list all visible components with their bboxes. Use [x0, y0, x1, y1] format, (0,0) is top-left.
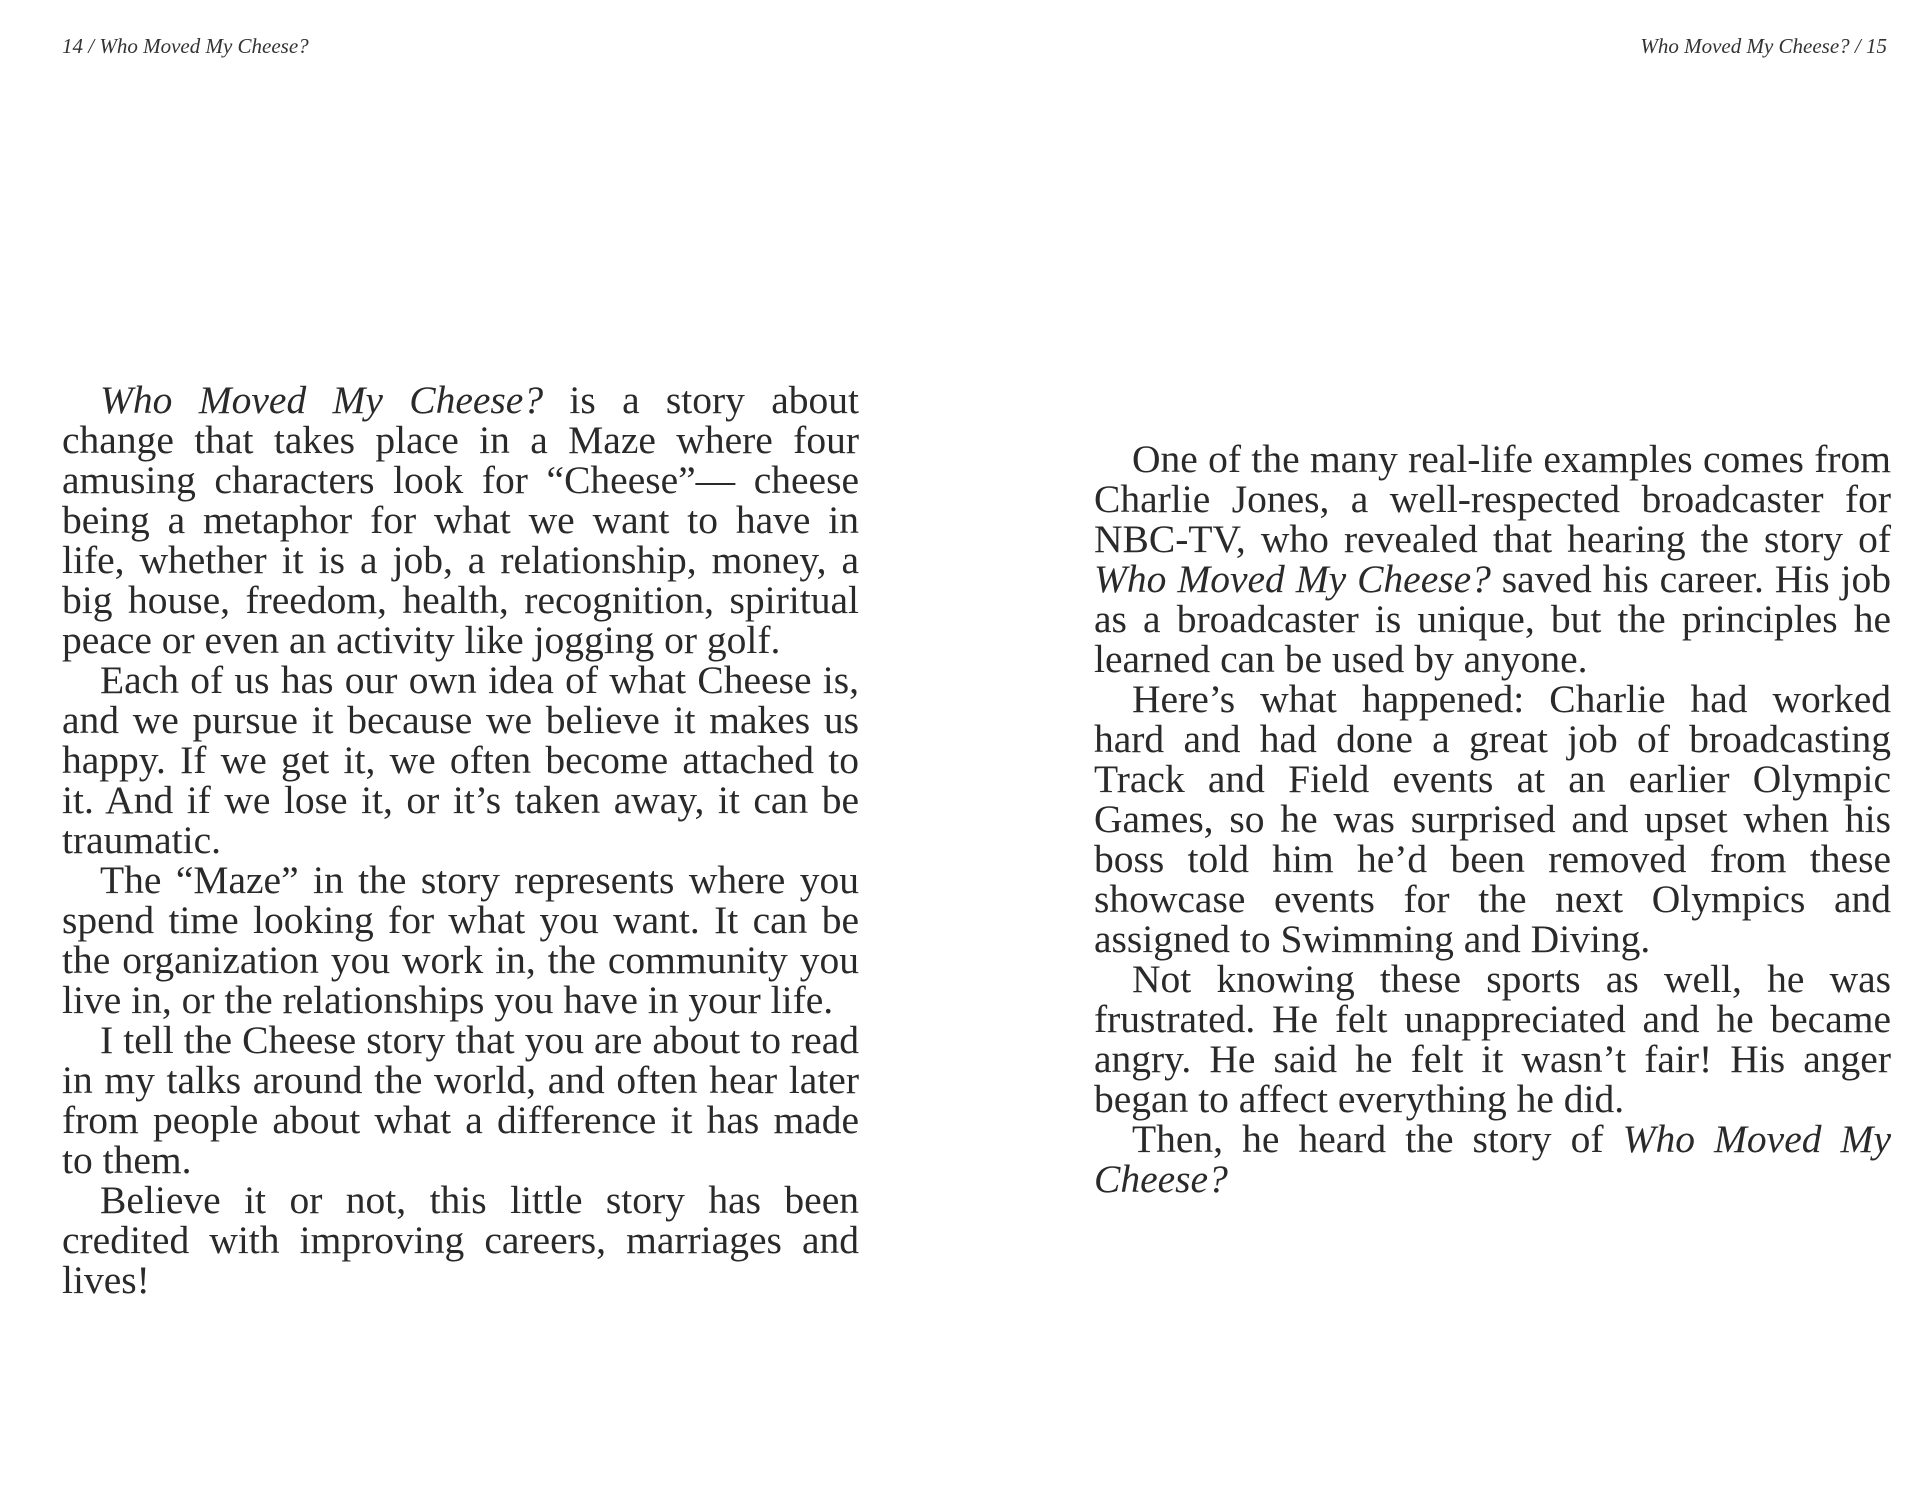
right-paragraph-4 — [1094, 1119, 1891, 1199]
right-paragraph-3: Not knowing these sports as well, he was frustrated. He felt unappreciated and he became angry. He said he felt it wasn’t fair! His anger began to affect everything he did. — [1094, 957, 1891, 1121]
right-paragraph-1-end: saved his career. His job as a broadcaster is unique, but the principles he learned can be used by anyone. — [1094, 557, 1891, 681]
right-paragraph-4-start: Then, he heard the story of — [1132, 1117, 1623, 1161]
right-body-text — [1094, 439, 1891, 1199]
book-title-reference: Who Moved My Cheese? — [1094, 557, 1491, 601]
book-title-reference: Who Moved My Cheese? — [1094, 1117, 1891, 1201]
left-paragraph-1-text: is a story about change that takes place in a Maze where four amusing characters look for “Cheese”— cheese being a metaphor for what we want to have in life, whether it is a job, a relationship, money, a big house, freedom, health, recognition, spiritual peace or even an activity like jogging or golf. — [62, 378, 860, 662]
right-page — [964, 0, 1929, 1492]
left-page — [0, 0, 964, 1492]
left-body-text — [62, 380, 859, 1300]
right-paragraph-2: Here’s what happened: Charlie had worked hard and had done a great job of broadcasting Track and Field events at an earlier Olympic Games, so he was surprised and upset when his boss told him he’d been removed from these showcase events for the next Olympics and assigned to Swimming and Diving. — [1094, 677, 1891, 961]
right-paragraph-1 — [1094, 439, 1891, 679]
left-paragraph-4: I tell the Cheese story that you are about to read in my talks around the world, and often hear later from people about what a difference it has made to them. — [62, 1018, 859, 1182]
left-running-head: 14 / Who Moved My Cheese? — [62, 34, 309, 58]
left-paragraph-3: The “Maze” in the story represents where you spend time looking for what you want. It can be the organization you work in, the community you live in, or the relationships you have in your life. — [62, 858, 859, 1022]
left-paragraph-5: Believe it or not, this little story has been credited with improving careers, marriages and lives! — [62, 1178, 859, 1302]
left-paragraph-2: Each of us has our own idea of what Cheese is, and we pursue it because we believe it makes us happy. If we get it, we often become attached to it. And if we lose it, or it’s taken away, it can be traumatic. — [62, 658, 859, 862]
book-title-reference: Who Moved My Cheese? — [100, 378, 544, 422]
right-paragraph-1-start: One of the many real-life examples comes from Charlie Jones, a well-respected broadcaster for NBC-TV, who revealed that hearing the story of — [1094, 437, 1891, 561]
right-running-head: Who Moved My Cheese? / 15 — [1640, 34, 1887, 58]
left-paragraph-1 — [62, 380, 859, 660]
